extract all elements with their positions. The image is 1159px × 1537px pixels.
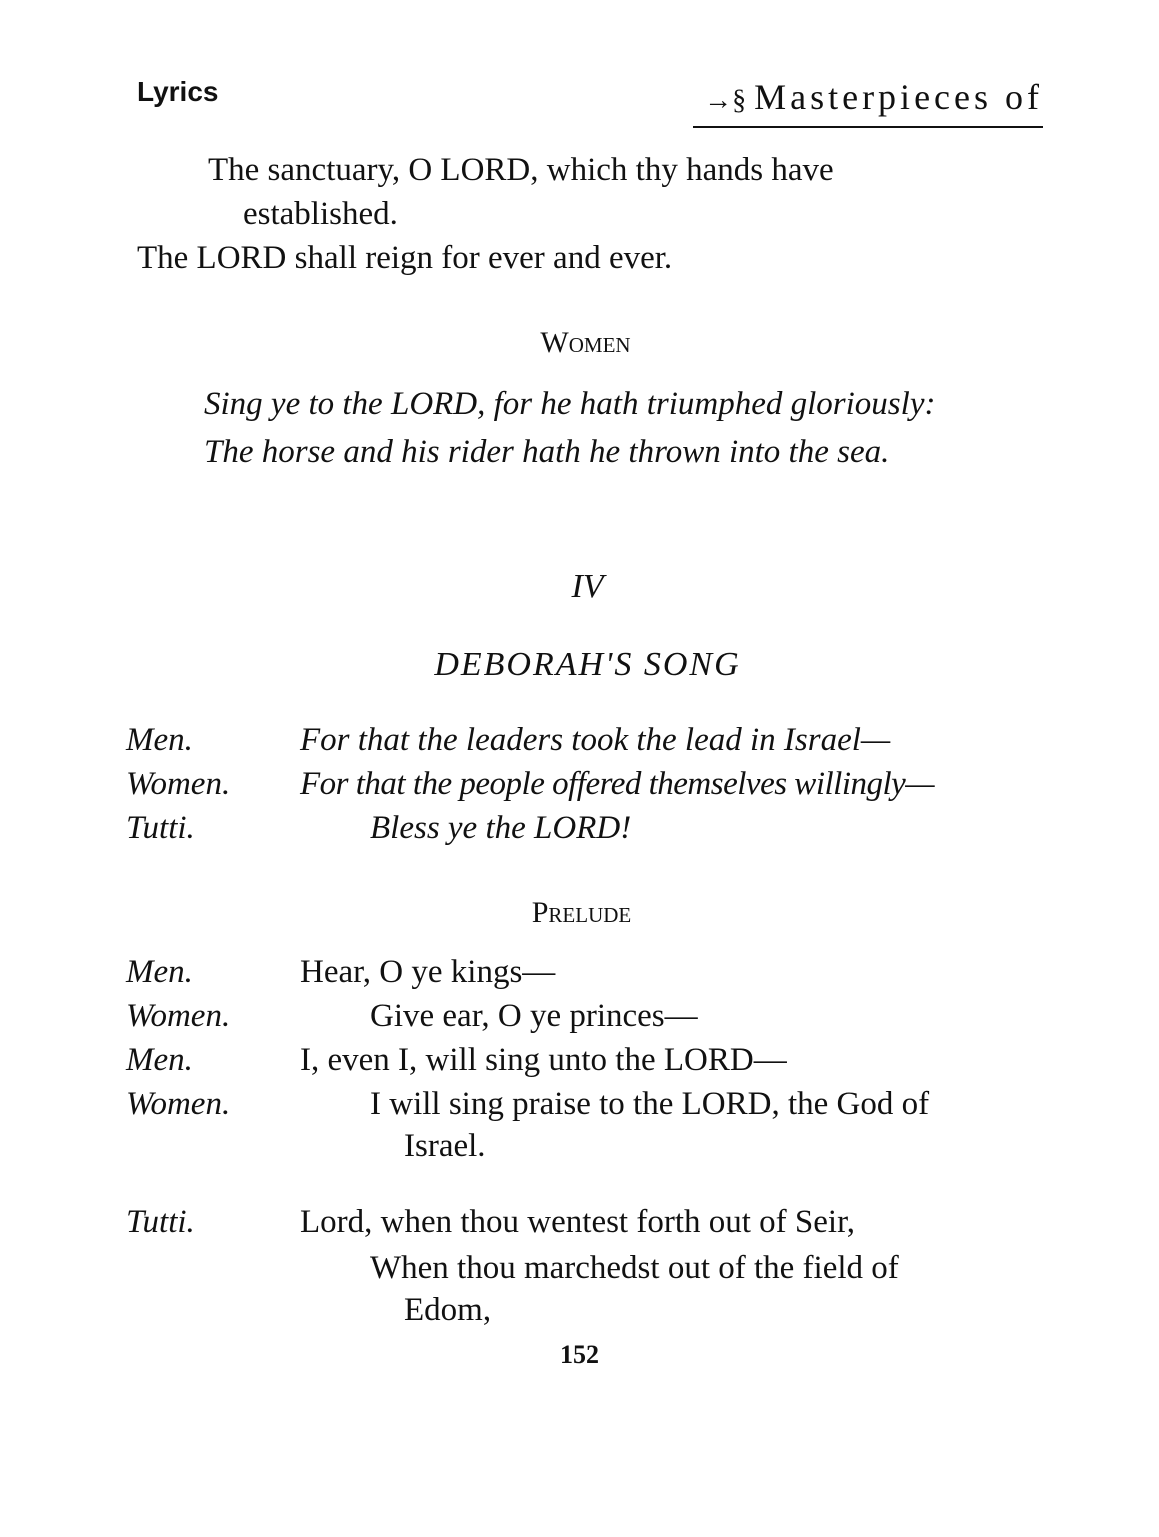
verse-text: , for he hath triumphed gloriously: bbox=[477, 386, 936, 422]
verse-text: I, even I, will sing unto the L bbox=[300, 1042, 685, 1078]
song-line bbox=[370, 1250, 1028, 1287]
speaker-label: Tutti. bbox=[126, 1204, 195, 1240]
verse-text: When thou marchedst out of the field of bbox=[370, 1250, 899, 1286]
verse-text-smallcaps: ORD bbox=[684, 1042, 754, 1078]
song-line bbox=[370, 1086, 1028, 1123]
speaker-label: Women. bbox=[126, 998, 231, 1034]
verse-text: I will sing praise to the L bbox=[370, 1086, 702, 1122]
song-line bbox=[300, 1042, 787, 1079]
verse-text: The sanctuary, O L bbox=[208, 152, 461, 188]
song-line: Hear, O ye kings— bbox=[300, 954, 556, 990]
verse-text-smallcaps: ORD bbox=[216, 240, 287, 276]
women-line: The horse and his rider hath he thrown into the sea. bbox=[204, 434, 890, 470]
verse-line bbox=[137, 240, 672, 277]
song-line: For that the leaders took the lead in Israel— bbox=[300, 722, 891, 758]
song-line: Lord, when thou wentest forth out of Seir, bbox=[300, 1204, 855, 1240]
verse-text: , which thy hands have bbox=[530, 152, 834, 188]
song-line: Israel. bbox=[404, 1128, 486, 1164]
section-number: IV bbox=[571, 568, 604, 605]
speaker-label: Women. bbox=[126, 1086, 231, 1122]
song-line: Give ear, O ye princes— bbox=[370, 998, 698, 1034]
running-head-right bbox=[704, 76, 1043, 118]
prelude-heading: Prelude bbox=[531, 896, 632, 929]
speaker-label: Men. bbox=[126, 1042, 193, 1078]
speaker-label: Men. bbox=[126, 954, 193, 990]
header-rule bbox=[693, 126, 1043, 128]
song-line: Edom, bbox=[404, 1292, 492, 1328]
song-line: For that the people offered themselves willingly— bbox=[300, 766, 935, 802]
women-heading: Women bbox=[540, 326, 631, 359]
verse-text-smallcaps: ORD bbox=[460, 152, 531, 188]
page-number: 152 bbox=[560, 1340, 599, 1369]
verse-line: established. bbox=[243, 196, 398, 232]
verse-text-smallcaps: ORD bbox=[552, 810, 621, 846]
verse-text: , the God of bbox=[771, 1086, 930, 1122]
verse-line bbox=[208, 152, 1040, 189]
verse-text-smallcaps: ORD bbox=[701, 1086, 772, 1122]
verse-text-smallcaps: ORD bbox=[409, 386, 478, 422]
verse-text: The L bbox=[137, 240, 217, 276]
running-head-left: Lyrics bbox=[137, 76, 219, 107]
ornament-icon: →§ bbox=[704, 85, 747, 116]
verse-text: Bless ye the L bbox=[370, 810, 553, 846]
verse-text: — bbox=[753, 1042, 787, 1078]
verse-text: shall reign for ever and ever. bbox=[286, 240, 673, 276]
speaker-label: Tutti. bbox=[126, 810, 195, 846]
verse-text: ! bbox=[620, 810, 632, 846]
speaker-label: Men. bbox=[126, 722, 193, 758]
section-title: DEBORAH'S SONG bbox=[434, 646, 741, 683]
song-line bbox=[370, 810, 631, 847]
speaker-label: Women. bbox=[126, 766, 231, 802]
verse-text: Sing ye to the L bbox=[204, 386, 410, 422]
women-line bbox=[204, 386, 935, 423]
running-head-title: Masterpieces of bbox=[754, 77, 1043, 117]
